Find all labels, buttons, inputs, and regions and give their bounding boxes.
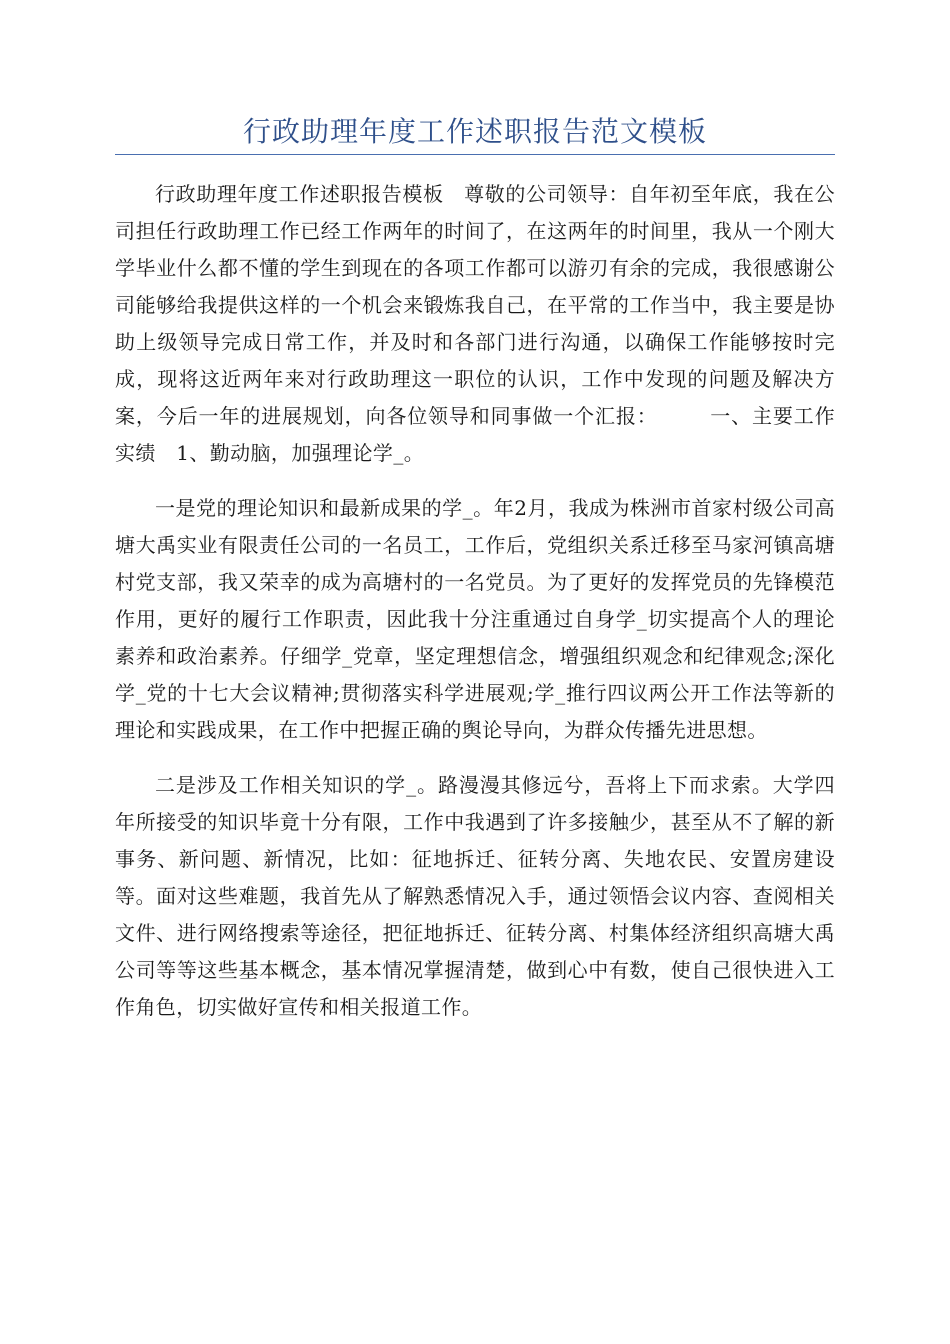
document-title: 行政助理年度工作述职报告范文模板 (242, 115, 707, 148)
paragraph-party-theory: 一是党的理论知识和最新成果的学_。年2月，我成为株洲市首家村级公司高塘大禹实业有限责任公司的一名员工，工作后，党组织关系迁移至马家河镇高塘村党支部，我又荣幸的成为高塘村的一名党员。为了更好的发挥党员的先锋模范作用，更好的履行工作职责，因此我十分注重通过自身学_切实提高个人的理论素养和政治素养。仔细学_党章，坚定理想信念，增强组织观念和纪律观念;深化学_党的十七大会议精神;贯彻落实科学进展观;学_推行四议两公开工作法等新的理论和实践成果，在工作中把握正确的舆论导向，为群众传播先进思想。 (115, 496, 835, 742)
title-underline (115, 154, 835, 155)
document-body (115, 176, 835, 1044)
paragraph-intro: 行政助理年度工作述职报告模板 尊敬的公司领导：自年初至年底，我在公司担任行政助理工作已经工作两年的时间了，在这两年的时间里，我从一个刚大学毕业什么都不懂的学生到现在的各项工作都可以游刃有余的完成，我很感谢公司能够给我提供这样的一个机会来锻炼我自己，在平常的工作当中，我主要是协助上级领导完成日常工作，并及时和各部门进行沟通，以确保工作能够按时完成，现将这近两年来对行政助理这一职位的认识，工作中发现的问题及解决方案，今后一年的进展规划，向各位领导和同事做一个汇报： 一、主要工作实绩 1、勤动脑，加强理论学_。 (115, 182, 835, 465)
paragraph-work-knowledge: 二是涉及工作相关知识的学_。路漫漫其修远兮，吾将上下而求索。大学四年所接受的知识毕竟十分有限，工作中我遇到了许多接触少，甚至从不了解的新事务、新问题、新情况，比如：征地拆迁、征转分离、失地农民、安置房建设等。面对这些难题，我首先从了解熟悉情况入手，通过领悟会议内容、查阅相关文件、进行网络搜索等途径，把征地拆迁、征转分离、村集体经济组织高塘大禹公司等等这些基本概念，基本情况掌握清楚，做到心中有数，使自己很快进入工作角色，切实做好宣传和相关报道工作。 (115, 773, 835, 1019)
